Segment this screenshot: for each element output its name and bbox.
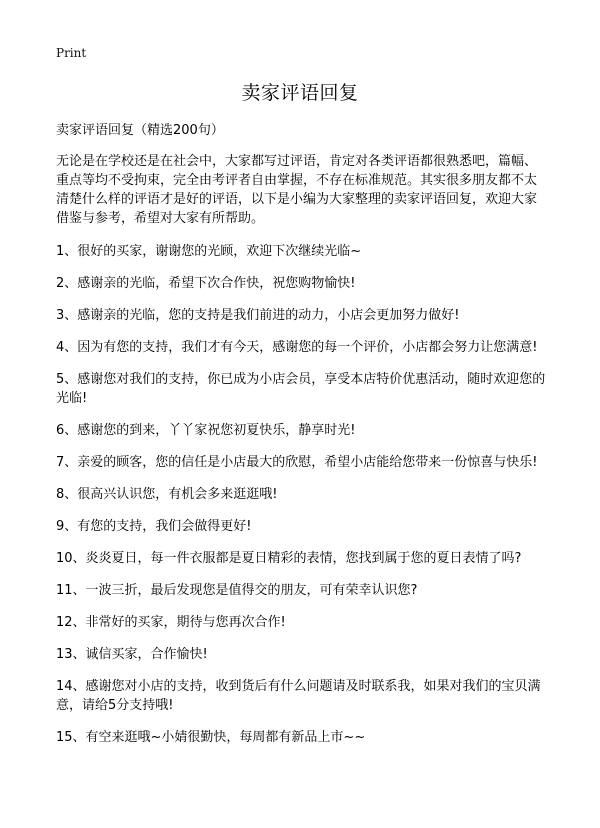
- page-title: 卖家评语回复: [241, 82, 359, 104]
- list-item: 10、炎炎夏日，每一件衣服都是夏日精彩的表情，您找到属于您的夏日表情了吗?: [56, 551, 522, 566]
- list-item: 6、感谢您的到来，丫丫家祝您初夏快乐，静享时光!: [56, 423, 356, 438]
- list-item: 2、感谢亲的光临，希望下次合作快，祝您购物愉快!: [56, 276, 356, 291]
- intro-paragraph: 无论是在学校还是在社会中，大家都写过评语，肯定对各类评语都很熟悉吧，篇幅、重点等均不受拘束，完全由考评者自由掌握，不存在标准规范。其实很多朋友都不太清楚什么样的评语才是好的评语，以下是小编为大家整理的卖家评语回复，欢迎大家借鉴与参考，希望对大家有所帮助。: [56, 154, 538, 226]
- list-item: 12、非常好的买家，期待与您再次合作!: [56, 615, 286, 630]
- list-item: 3、感谢亲的光临，您的支持是我们前进的动力，小店会更加努力做好!: [56, 308, 460, 323]
- list-item: 11、一波三折，最后发现您是值得交的朋友，可有荣幸认识您?: [56, 583, 418, 598]
- list-item: 1、很好的买家，谢谢您的光顾，欢迎下次继续光临~: [56, 244, 362, 259]
- list-item: 7、亲爱的顾客，您的信任是小店最大的欣慰，希望小店能给您带来一份惊喜与快乐!: [56, 455, 538, 470]
- document-subtitle: 卖家评语回复（精选200句）: [56, 123, 224, 138]
- list-item: 4、因为有您的支持，我们才有今天，感谢您的每一个评价，小店都会努力让您满意!: [56, 340, 538, 355]
- list-item: 14、感谢您对小店的支持，收到货后有什么问题请及时联系我，如果对我们的宝贝满意，请给5分支持哦!: [56, 679, 541, 713]
- list-item: 5、感谢您对我们的支持，你已成为小店会员，享受本店特价优惠活动，随时欢迎您的光临!: [56, 372, 546, 406]
- document-body: [56, 121, 548, 760]
- list-item: 8、很高兴认识您，有机会多来逛逛哦!: [56, 487, 278, 502]
- list-item: 9、有您的支持，我们会做得更好!: [56, 519, 252, 534]
- list-item: 15、有空来逛哦~小婧很勤快，每周都有新品上市~~: [56, 730, 366, 745]
- list-item: 13、诚信买家，合作愉快!: [56, 647, 208, 662]
- print-link[interactable]: Print: [56, 46, 87, 60]
